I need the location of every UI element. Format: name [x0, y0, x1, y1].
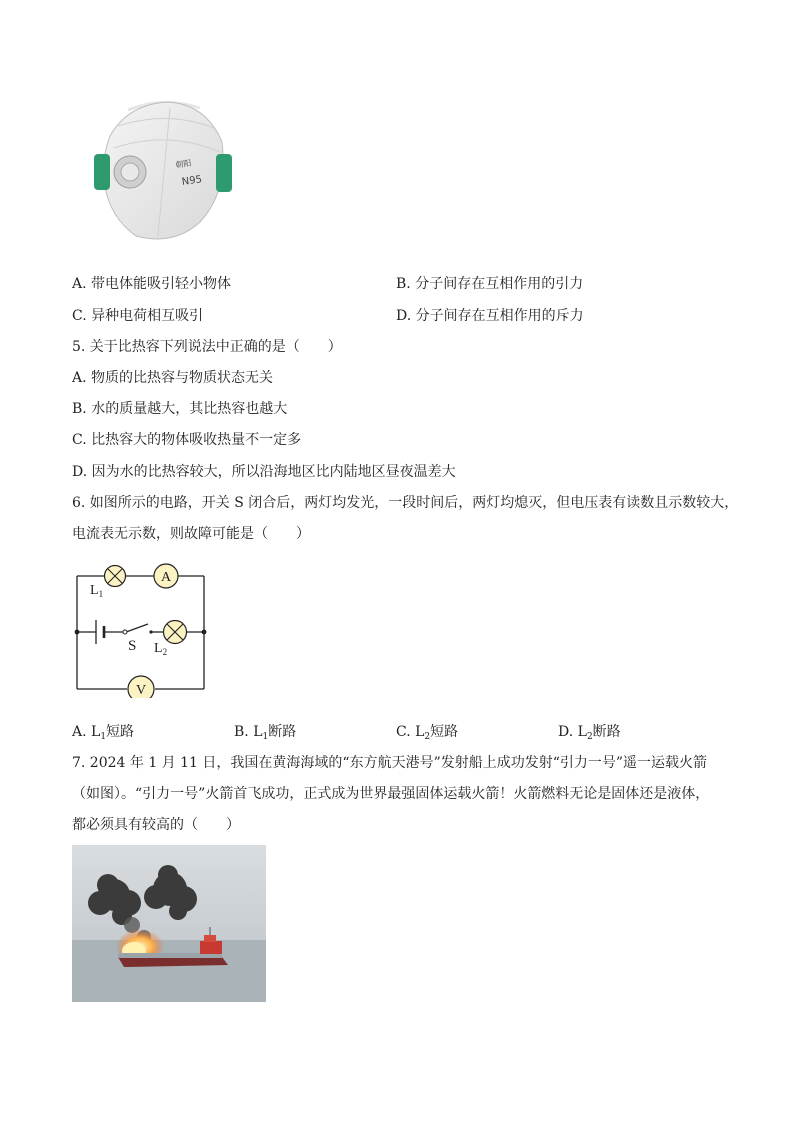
q5-option-a: A. 物质的比热容与物质状态无关 [72, 370, 274, 386]
label-l1: $L_1$ [90, 583, 104, 599]
q5-stem: 5. 关于比热容下列说法中正确的是（ ） [72, 339, 342, 355]
q4-option-d: D. 分子间存在互相作用的斥力 [396, 308, 584, 324]
label-l2: $L_2$ [154, 641, 168, 657]
q6-option-d: D. $L_2$断路 [558, 724, 621, 742]
ammeter-icon [154, 564, 178, 588]
n95-mask-image [88, 96, 238, 248]
label-switch-s: S [128, 638, 137, 654]
q7-line1: 7. 2024 年 1 月 11 日，我国在黄海海域的“东方航天港号”发射船上成功发射“引力一号”遥一运载火箭 [72, 755, 708, 771]
lamp-l1-icon [105, 566, 126, 587]
q7-line2: （如图）。“引力一号”火箭首飞成功，正式成为世界最强固体运载火箭！火箭燃料无论是固体还是液体， [72, 786, 710, 802]
q5-option-c: C. 比热容大的物体吸收热量不一定多 [72, 432, 302, 448]
circuit-diagram [70, 558, 215, 698]
rocket-launch-photo [72, 845, 266, 1002]
lamp-l2-icon [164, 621, 187, 644]
q5-option-b: B. 水的质量越大，其比热容也越大 [72, 401, 288, 417]
q6-stem-line2: 电流表无示数，则故障可能是（ ） [72, 526, 310, 542]
q6-option-a: A. $L_1$短路 [72, 724, 135, 742]
mask-label-text: N95 [181, 174, 203, 188]
svg-text:A: A [160, 570, 172, 585]
q4-option-b: B. 分子间存在互相作用的引力 [396, 276, 584, 292]
q7-line3: 都必须具有较高的（ ） [72, 817, 240, 833]
q4-option-c: C. 异种电荷相互吸引 [72, 308, 204, 324]
q6-stem-line1: 6. 如图所示的电路，开关 S 闭合后，两灯均发光，一段时间后，两灯均熄灭，但电压表有读数且示数较大， [72, 495, 739, 511]
voltmeter-icon [128, 676, 154, 698]
q4-option-a: A. 带电体能吸引轻小物体 [72, 276, 232, 292]
q6-option-c: C. $L_2$短路 [396, 724, 459, 742]
q6-option-b: B. $L_1$断路 [234, 724, 297, 742]
mask-brand-text: 朝阳 [174, 158, 192, 170]
q5-option-d: D. 因为水的比热容较大，所以沿海地区比内陆地区昼夜温差大 [72, 464, 456, 480]
svg-text:V: V [135, 683, 147, 698]
